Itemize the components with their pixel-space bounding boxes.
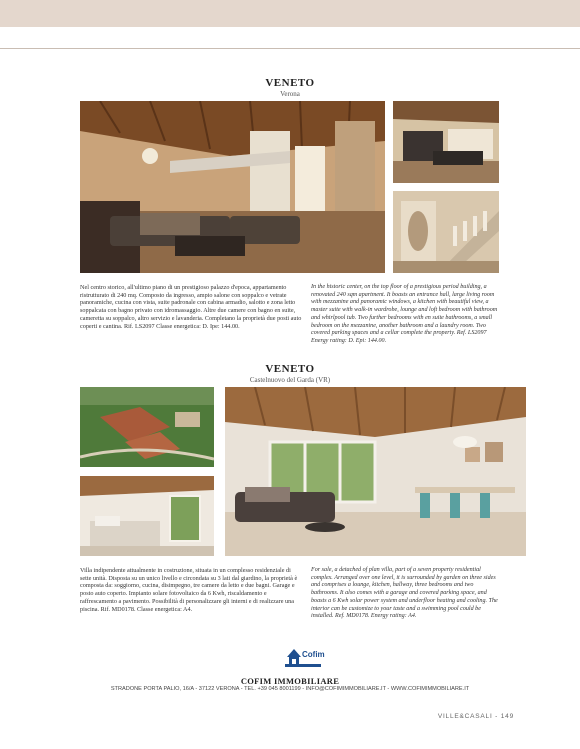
photo-kitchen (393, 101, 499, 183)
section1-description-it: Nel centro storico, all'ultimo piano di un prestigioso palazzo d'epoca, appartamento ristrutturato di 240 mq. Composto da ingresso, ampio salone con soppalco e vetrate panoramiche, cucina con vista, suite padronale con cabina armadio, salotto e zona letto soppalcata con bagno privato con idromassaggio. Altre due camere con bagno en suite, cameretta su soppalco, altro servizio e lavanderia. Completano la proprietà due posti auto coperti e cantina. Rif. LS2097 Classe energetica: D. Ipe: 144.00. (80, 284, 302, 330)
top-color-band (0, 0, 580, 27)
photo-open-plan-lounge (225, 387, 526, 556)
photo-bedroom (80, 476, 214, 556)
photo-loft-living-room (80, 101, 385, 273)
section2-description-en: For sale, a detached of plan villa, part of a seven property residential complex. Arranged over one level, it is surrounded by garden on three sides and comprises a lounge, kitchen, hallway, three bedrooms and two bathrooms. It also comes with a garage and covered parking space, and boasts a 6 Kwh solar power system and underfloor heating and cooling. The interior can be customize to your taste and a swimming pool could be installed. Ref. MD0178. Energy rating: A4. (311, 567, 498, 620)
section1-title: VENETO (265, 77, 315, 89)
page-footer: VILLE&CASALI - 149 (437, 713, 514, 720)
top-divider (0, 48, 580, 49)
cofim-logo (285, 645, 325, 667)
company-address: STRADONE PORTA PALIO, 16/A - 37122 VERONA - TEL. +39 045 8001199 - INFO@COFIMIMMOBILIARE.IT - WWW.COFIMIMMOBILIARE.IT (110, 686, 470, 692)
section2-description-it: Villa indipendente attualmente in costruzione, situata in un complesso residenziale di sette unità. Disposta su un unico livello e circondata su 3 lati dal giardino, la proprietà è composta da: soggiorno, cucina, disimpegno, tre camere da letto e due bagni. Garage e posto auto coperto. Impianto solare fotovoltaico da 6 Kwh, riscaldamento e raffrescamento a pavimento. Possibilità di personalizzare gli interni e di realizzare una piscina. Rif. MD0178. Classe energetica: A4. (80, 567, 298, 613)
photo-aerial-view (80, 387, 214, 467)
section2-title: VENETO (265, 363, 315, 375)
section1-description-en: In the historic center, on the top floor of a prestigious period building, a renovated 240 sqm apartment. It boasts an entrance hall, large living room with mezzanine and panoramic windows, a kitchen with beautiful view, a master suite with walk-in wardrobe, lounge and loft bedroom with bathroom and whirlpool tub. Two further bedrooms with en suite bathrooms, a small bedroom on the mezzanine, another bathroom and a laundry room. Two covered parking spaces and a cellar complete the property. Ref. LS2097 Energy rating: D. Epi: 144.00. (311, 284, 498, 344)
company-name: COFIM IMMOBILIARE (240, 676, 340, 686)
photo-staircase (393, 191, 499, 273)
section2-subtitle: Castelnuovo del Garda (VR) (249, 376, 331, 384)
logo-text: Cofim (302, 650, 325, 659)
section1-subtitle: Verona (280, 90, 300, 98)
